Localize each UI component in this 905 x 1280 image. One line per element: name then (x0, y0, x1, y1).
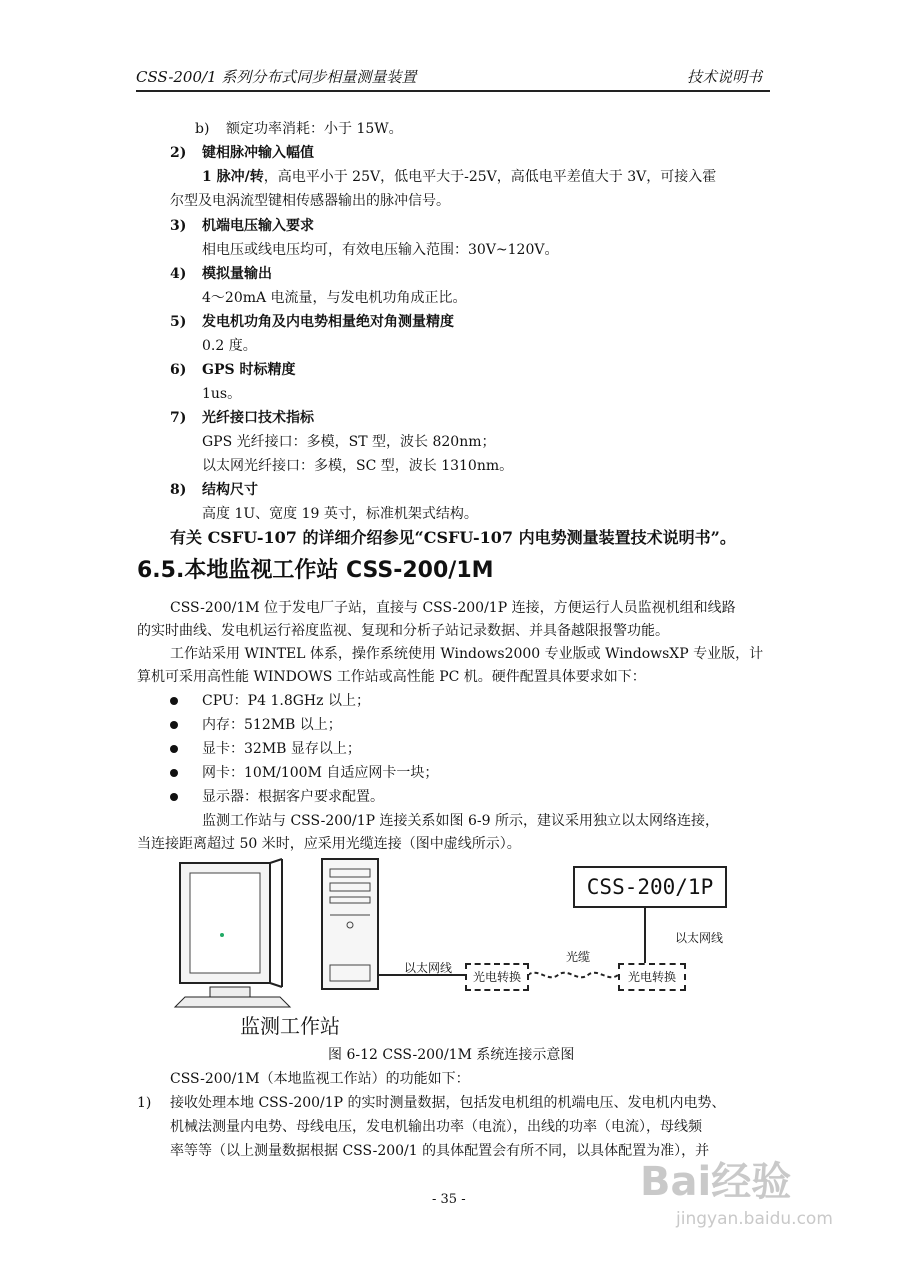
bullet-monitor: 显示器：根据客户要求配置。 (202, 789, 384, 805)
baidu-watermark-url: jingyan.baidu.com (676, 1209, 833, 1229)
item-7-line2: 以太网光纤接口：多模，SC 型，波长 1310nm。 (202, 458, 514, 474)
item-2-title: 键相脉冲输入幅值 (202, 145, 314, 161)
item-2-rest: ，高电平小于 25V，低电平大于-25V，高低电平差值大于 3V，可接入霍 (263, 169, 717, 185)
ethernet-label-right: 以太网线 (675, 931, 724, 945)
item-2-bold: 1 脉冲/转 (202, 169, 264, 185)
para1-line2: 的实时曲线、发电机运行裕度监视、复现和分析子站记录数据、并具备越限报警功能。 (137, 623, 669, 639)
bullet-cpu: CPU：P4 1.8GHz 以上； (202, 693, 370, 709)
item-4-title: 模拟量输出 (202, 266, 272, 282)
item-7-title: 光纤接口技术指标 (202, 410, 314, 426)
function-1-num: 1) (137, 1095, 152, 1111)
item-4-line1: 4～20mA 电流量，与发电机功角成正比。 (202, 290, 467, 306)
baidu-watermark-logo: Bai经验 (640, 1159, 792, 1205)
css-200-1p-device-box: CSS-200/1P (573, 866, 727, 908)
item-5-num: 5) (170, 314, 187, 330)
item-2-line1 (202, 166, 716, 189)
page-number: - 35 - (432, 1192, 466, 1207)
para3-line1: 监测工作站与 CSS-200/1P 连接关系如图 6-9 所示，建议采用独立以太网络连接， (202, 813, 720, 829)
ethernet-label-left: 以太网线 (404, 961, 453, 975)
converter-left-box: 光电转换 (465, 963, 529, 991)
bullet-dot (170, 745, 178, 753)
bullet-dot (170, 721, 178, 729)
function-1-line2: 机械法测量内电势、母线电压，发电机输出功率（电流），出线的功率（电流），母线频 (170, 1119, 702, 1135)
item-4-num: 4) (170, 266, 187, 282)
computer-tower-illustration (322, 859, 378, 989)
bullet-dot (170, 793, 178, 801)
item-8-line1: 高度 1U、宽度 19 英寸，标准机架式结构。 (202, 506, 478, 522)
item-b-num: b) (195, 121, 210, 137)
bullet-nic: 网卡：10M/100M 自适应网卡一块； (202, 765, 439, 781)
item-7-line1: GPS 光纤接口：多模，ST 型，波长 820nm； (202, 434, 496, 450)
reference-note: 有关 CSFU-107 的详细介绍参见“CSFU-107 内电势测量装置技术说明书”。 (170, 528, 736, 547)
header-title: CSS-200/1 系列分布式同步相量测量装置 (136, 68, 417, 86)
workstation-label: 监测工作站 (240, 1014, 340, 1038)
bullet-graphics: 显卡：32MB 显存以上； (202, 741, 361, 757)
item-3-line1: 相电压或线电压均可，有效电压输入范围：30V~120V。 (202, 242, 559, 258)
function-intro: CSS-200/1M（本地监视工作站）的功能如下： (170, 1071, 470, 1087)
item-2-num: 2) (170, 145, 187, 161)
item-5-line1: 0.2 度。 (202, 338, 257, 354)
item-b-text: 额定功率消耗：小于 15W。 (226, 121, 403, 137)
item-2-line2: 尔型及电涡流型键相传感器输出的脉冲信号。 (170, 193, 450, 209)
item-3-num: 3) (170, 218, 187, 234)
function-1-line1: 接收处理本地 CSS-200/1P 的实时测量数据，包括发电机组的机端电压、发电机内电势、 (170, 1095, 726, 1111)
bullet-dot (170, 769, 178, 777)
item-8-title: 结构尺寸 (202, 482, 258, 498)
fiber-label: 光缆 (566, 950, 591, 964)
item-5-title: 发电机功角及内电势相量绝对角测量精度 (202, 314, 454, 330)
item-7-num: 7) (170, 410, 187, 426)
para3-line2: 当连接距离超过 50 米时，应采用光缆连接（图中虚线所示）。 (137, 836, 521, 852)
page-header (136, 64, 770, 92)
para1-line1: CSS-200/1M 位于发电厂子站，直接与 CSS-200/1P 连接，方便运行人员监视机组和线路 (170, 600, 736, 616)
bullet-memory: 内存：512MB 以上； (202, 717, 342, 733)
figure-caption: 图 6-12 CSS-200/1M 系统连接示意图 (328, 1047, 575, 1063)
bullet-dot (170, 697, 178, 705)
item-8-num: 8) (170, 482, 187, 498)
para2-line2: 算机可采用高性能 WINDOWS 工作站或高性能 PC 机。硬件配置具体要求如下： (137, 669, 646, 685)
item-6-line1: 1us。 (202, 386, 242, 402)
function-1-line3: 率等等（以上测量数据根据 CSS-200/1 的具体配置会有所不同，以具体配置为准），并 (170, 1143, 710, 1159)
monitor-illustration (175, 859, 290, 1007)
converter-right-box: 光电转换 (618, 963, 686, 991)
header-doc-type: 技术说明书 (686, 68, 762, 86)
item-3-title: 机端电压输入要求 (202, 218, 314, 234)
section-title: 6.5.本地监视工作站 CSS-200/1M (137, 558, 494, 583)
para2-line1: 工作站采用 WINTEL 体系，操作系统使用 Windows2000 专业版或 WindowsXP 专业版，计 (170, 646, 764, 662)
item-6-num: 6) (170, 362, 187, 378)
item-6-title: GPS 时标精度 (202, 362, 296, 378)
